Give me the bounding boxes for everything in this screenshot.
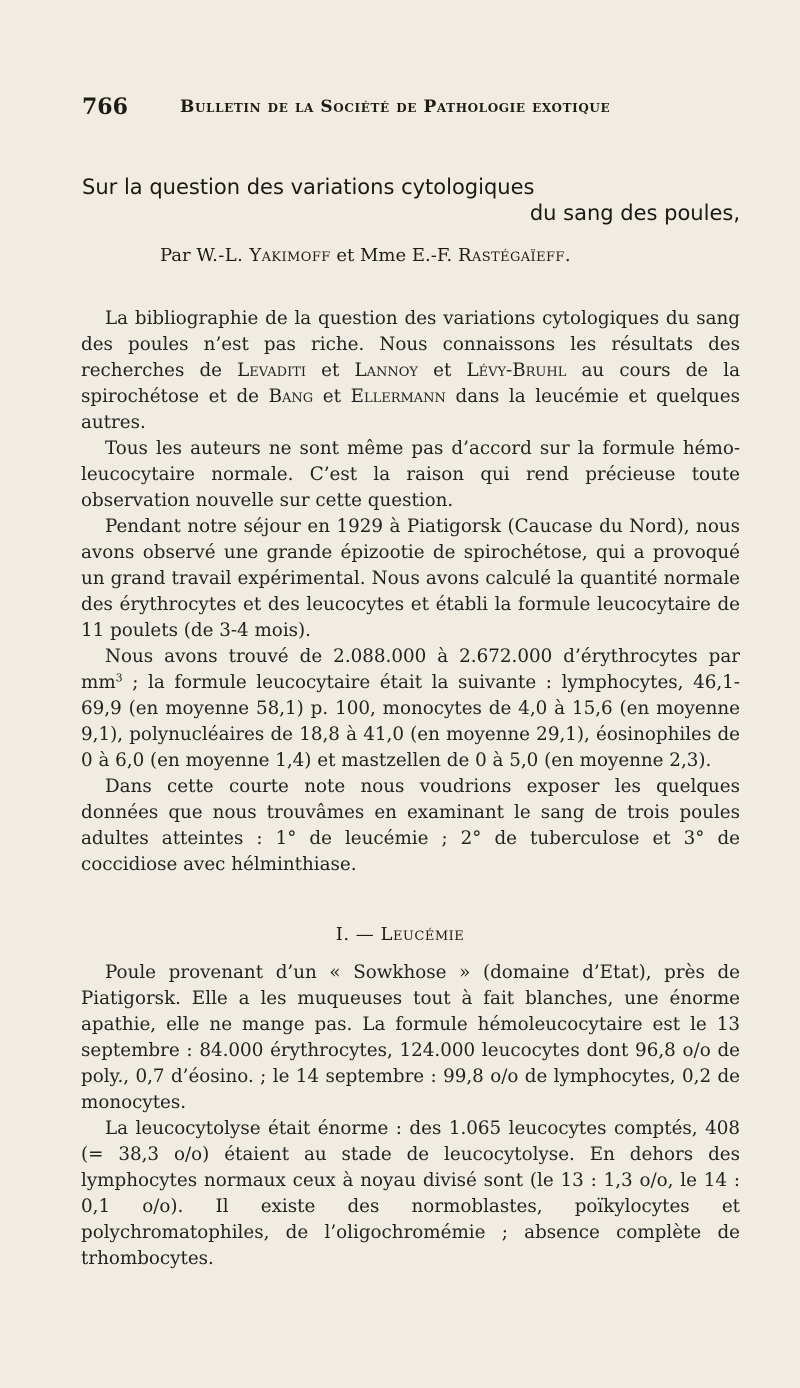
- paragraph-text: Nous avons trouvé de 2.088.000 à 2.672.000 d’érythrocytes par mm: [81, 646, 740, 693]
- paragraph-text: dans la leucémie et quelques autres.: [81, 386, 740, 433]
- superscript: 3: [115, 671, 123, 685]
- introduction: [81, 306, 740, 878]
- authors-connector: et Mme E.-F.: [330, 245, 458, 266]
- paragraph-bibliography: [81, 306, 740, 436]
- author-2: Rastégaïeff: [457, 245, 565, 266]
- author-1: W.-L. Yakimoff: [196, 245, 331, 266]
- author-name: Lévy-Bruhl: [466, 360, 567, 381]
- paragraph-formula: Tous les auteurs ne sont même pas d’accord sur la formule hémo-leucocytaire normale. C’est la raison qui rend précieuse toute observation nouvelle sur cette question.: [81, 438, 740, 511]
- paragraph-text: La bibliographie de la question des variations cytologiques du sang des poules n’est pas riche. Nous connaissons les résultats des recherches de: [81, 308, 740, 381]
- page-number: 766: [82, 94, 128, 120]
- section-leucemie: [81, 960, 740, 1272]
- authors-suffix: .: [564, 245, 571, 266]
- paragraph-text: au cours de la spirochétose et de: [81, 360, 740, 407]
- section-heading-leucemie: I. — Leucémie: [335, 924, 465, 945]
- paragraph-text: et: [418, 360, 467, 381]
- paragraph-text: et: [313, 386, 351, 407]
- author-name: Ellermann: [350, 386, 446, 407]
- running-title: Bulletin de la Société de Pathologie exotique: [180, 97, 611, 117]
- paragraph-leucocytolyse: La leucocytolyse était énorme : des 1.065 leucocytes comptés, 408 (= 38,3 o/o) étaient au stade de leucocytolyse. En dehors des lymphocytes normaux ceux à noyau divisé sont (le 13 : 1,3 o/o, le 14 : 0,1 o/o). Il existe des normoblastes, poïkylocytes et polychromatophiles, de l’oligochromémie ; absence complète de trhombocytes.: [81, 1118, 740, 1269]
- author-name: Lannoy: [354, 360, 418, 381]
- paragraph-note-scope: Dans cette courte note nous voudrions exposer les quelques données que nous trouvâmes en examinant le sang de trois poules adultes atteintes : 1° de leucémie ; 2° de tuberculose et 3° de coccidiose avec hélminthiase.: [81, 776, 740, 875]
- running-header: [82, 94, 742, 124]
- article-title-line-2: du sang des poules,: [529, 201, 740, 225]
- paragraph-piatigorsk: Pendant notre séjour en 1929 à Piatigorsk (Caucase du Nord), nous avons observé une grande épizootie de spirochétose, qui a provoqué un grand travail expérimental. Nous avons calculé la quantité normale des érythrocytes et des leucocytes et établi la formule leucocytaire de 11 poulets (de 3-4 mois).: [81, 516, 740, 641]
- article-authors: [160, 245, 571, 266]
- article-title-line-1: Sur la question des variations cytologiques: [82, 175, 535, 199]
- paragraph-text: et: [306, 360, 355, 381]
- paragraph-case: Poule provenant d’un « Sowkhose » (domaine d’Etat), près de Piatigorsk. Elle a les muqueuses tout à fait blanches, une énorme apathie, elle ne mange pas. La formule hémoleucocytaire est le 13 septembre : 84.000 érythrocytes, 124.000 leucocytes dont 96,8 o/o de poly., 0,7 d’éosino. ; le 14 septembre : 99,8 o/o de lymphocytes, 0,2 de monocytes.: [81, 962, 740, 1113]
- author-name: Levaditi: [237, 360, 307, 381]
- paragraph-results: [81, 644, 740, 774]
- authors-prefix: Par: [160, 245, 197, 266]
- paragraph-text: ; la formule leucocytaire était la suivante : lymphocytes, 46,1-69,9 (en moyenne 58,1) p. 100, monocytes de 4,0 à 15,6 (en moyenne 9,1), polynucléaires de 18,8 à 41,0 (en moyenne 29,1), éosinophiles de 0 à 6,0 (en moyenne 1,4) et mastzellen de 0 à 5,0 (en moyenne 2,3).: [81, 672, 740, 771]
- author-name: Bang: [268, 386, 314, 407]
